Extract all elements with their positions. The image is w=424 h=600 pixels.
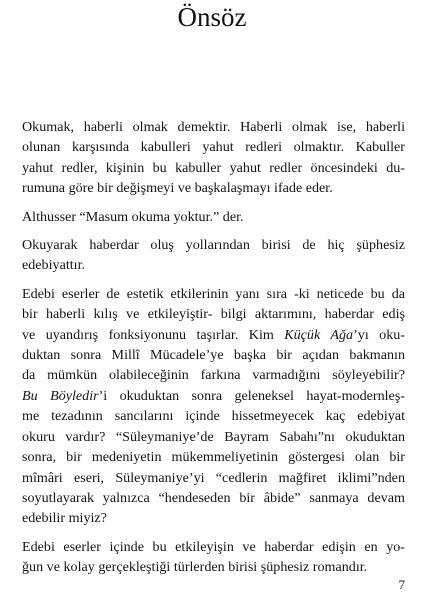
text-line: Edebi eserler de estetik etkilerinin yanı sıra -ki neticede bu da [22,285,405,302]
italic-title: Bu Böyledir [22,387,99,404]
italic-title: Küçük Ağa [284,326,354,343]
text-line-with-italic [22,325,405,345]
text-segment: ve uyandırış fonksiyonunu taşırlar. Kim [22,326,285,343]
paragraph-3 [22,235,405,276]
text-line: Edebi eserler içinde bu etkileyişin ve haberdar edişin en yo- [22,538,405,555]
text-line: Okumak, haberli olmak demektir. Haberli olmak ise, haberli [22,119,405,135]
text-line: da mümkün olabileceğinin farkına varmadığını söyleyebilir? [22,367,405,384]
text-line: Okuyarak haberdar oluş yollarından birisi de hiç şüphesiz [22,237,405,254]
text-line: duktan sonra Millî Mücadele’ye başka bir açıdan bakmanın [22,347,405,364]
page-title: Önsöz [177,2,247,32]
text-line: Althusser “Masum okuma yoktur.” der. [22,208,244,225]
page-number: 7 [398,577,405,592]
text-segment: ’i okuduktan sonra geleneksel hayat-modernleş- [98,387,405,404]
text-line: yahut redler, kişinin bu kabuller yahut redler öncesindeki du- [22,159,405,176]
paragraph-5 [22,537,405,578]
paragraph-2 [22,207,405,227]
text-line: edebilir miyiz? [22,510,107,527]
text-segment: ’yı oku- [353,326,405,343]
text-line: rumuna göre bir değişmeyi ve başkalaşmayı ifade eder. [22,180,333,197]
text-line-with-italic [22,386,405,406]
text-line: soyutlayarak yalnızca “hendeseden bir âbide” sanmaya devam [22,489,405,506]
text-line: ğun ve kolay gerçekleştiği türlerden birisi şüphesiz romandır. [22,559,368,576]
paragraph-4 [22,284,405,529]
text-line: bir haberli kılış ve etkileyiştir- bilgi aktarımını, haberdar ediş [22,306,405,323]
text-line: okuru vardır? “Süleymaniye’de Bayram Sabahı”nı okuduktan [22,428,405,445]
text-line: sonra, bir medeniyetin mükemmeliyetinin göstergesi olan bir [22,449,405,466]
body-text [22,117,405,586]
paragraph-1 [22,117,405,199]
text-line: olunan karşısında kabulleri yahut redleri olmaktır. Kabuller [22,139,405,156]
text-line: edebiyattır. [22,257,86,274]
text-line: me tezadının sancılarını içinde hissetmeyecek kaç edebiyat [22,408,405,425]
text-line: mîmâri eseri, Süleymaniye’yi “cedlerin mağfiret iklimi”nden [22,469,405,486]
